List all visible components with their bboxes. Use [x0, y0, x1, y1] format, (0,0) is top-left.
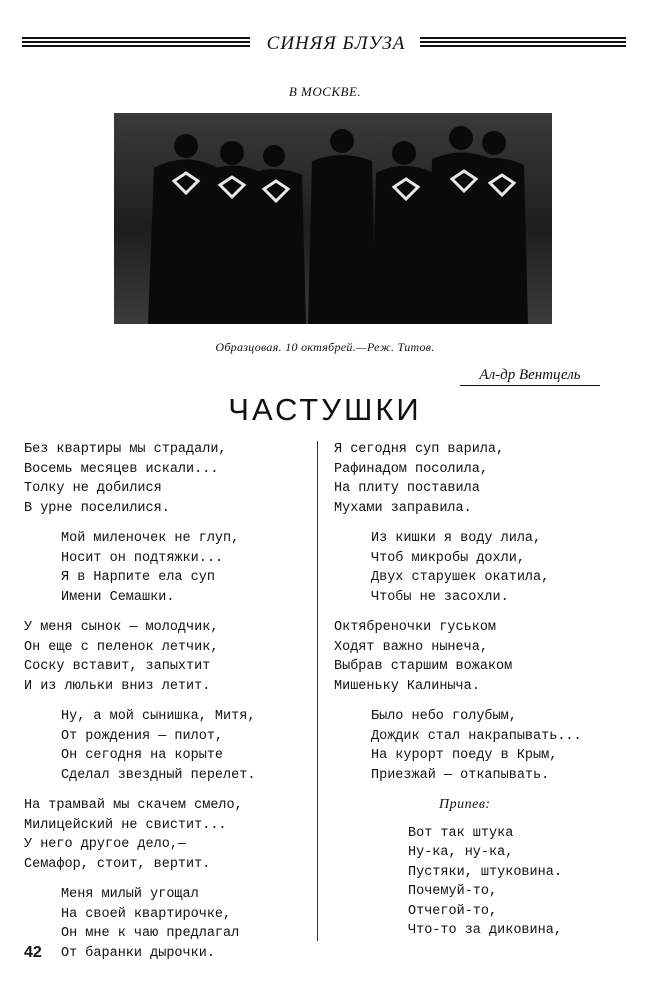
verse-line: У меня сынок — молодчик,	[24, 620, 219, 635]
verse-line: В урне поселилися.	[24, 500, 170, 516]
stanza	[334, 440, 634, 518]
poem-column-right	[334, 440, 634, 952]
group-photograph	[114, 113, 552, 324]
verse-line: Он еще с пеленок летчик,	[24, 639, 219, 655]
verse-line: От рождения — пилот,	[61, 728, 224, 744]
refrain-label: Припев:	[439, 797, 491, 812]
verse-line: Ну, а мой сынишка, Митя,	[61, 709, 256, 724]
refrain-stanza	[408, 824, 634, 941]
verse-line: Октябреночки гуськом	[334, 620, 497, 635]
column-divider	[317, 441, 318, 941]
verse-line: Я в Нарпите ела суп	[61, 570, 215, 585]
verse-line: На плиту поставила	[334, 481, 480, 496]
verse-line: Чтоб микробы дохли,	[371, 550, 525, 566]
header-rule-right	[420, 37, 626, 51]
journal-title: СИНЯЯ БЛУЗА	[266, 33, 406, 54]
photo-location-caption: В МОСКВЕ.	[288, 84, 362, 99]
stanza	[61, 885, 304, 963]
verse-line: Я сегодня суп варила,	[334, 442, 505, 457]
verse-line: Мухами заправила.	[334, 500, 472, 516]
refrain-line: Почемуй-то,	[408, 884, 498, 899]
header-rule-left	[22, 37, 250, 51]
verse-line: Восемь месяцев искали...	[24, 461, 219, 477]
poem-title: ЧАСТУШКИ	[228, 392, 422, 427]
refrain-line: Пустяки, штуковина.	[408, 864, 562, 880]
refrain-line: Что-то за диковина,	[408, 923, 562, 938]
verse-line: Сделал звездный перелет.	[61, 767, 256, 783]
refrain-line: Отчегой-то,	[408, 903, 498, 919]
verse-line: Ходят важно нынеча,	[334, 639, 488, 655]
verse-line: Из кишки я воду лила,	[371, 531, 542, 546]
refrain-line: Ну-ка, ну-ка,	[408, 845, 514, 860]
verse-line: Соску вставит, запыхтит	[24, 659, 211, 674]
stanza	[371, 529, 634, 607]
verse-line: Мишеньку Калиныча.	[334, 678, 480, 694]
refrain-line: Вот так штука	[408, 825, 514, 841]
verse-line: Меня милый угощал	[61, 887, 199, 902]
verse-line: Он мне к чаю предлагал	[61, 926, 240, 941]
verse-line: На курорт поеду в Крым,	[371, 748, 558, 763]
page-header	[22, 32, 626, 56]
verse-line: Чтобы не засохли.	[371, 589, 509, 605]
verse-line: Носит он подтяжки...	[61, 550, 224, 566]
verse-line: Дождик стал накрапывать...	[371, 728, 582, 744]
verse-line: Мой миленочек не глуп,	[61, 531, 240, 546]
stanza	[61, 529, 304, 607]
page-number: 42	[24, 944, 42, 961]
stanza	[61, 707, 304, 785]
verse-line: Он сегодня на корыте	[61, 748, 224, 763]
stanza	[24, 796, 304, 874]
verse-line: Приезжай — откапывать.	[371, 767, 550, 783]
stanza	[24, 618, 304, 696]
stanza	[24, 440, 304, 518]
verse-line: От баранки дырочки.	[61, 945, 215, 961]
verse-line: И из люльки вниз летит.	[24, 678, 211, 694]
verse-line: Толку не добилися	[24, 481, 162, 496]
verse-line: Имени Семашки.	[61, 589, 175, 605]
verse-line: Семафор, стоит, вертит.	[24, 856, 211, 872]
poem-column-left	[24, 440, 304, 974]
verse-line: Без квартиры мы страдали,	[24, 442, 227, 457]
verse-line: Выбрав старшим вожаком	[334, 659, 513, 674]
verse-line: Рафинадом посолила,	[334, 461, 488, 477]
stanza	[334, 618, 634, 696]
group-photo-image	[114, 113, 552, 324]
poem-author: Ал-др Вентцель	[460, 367, 600, 386]
verse-line: Двух старушек окатила,	[371, 570, 550, 585]
verse-line: Было небо голубым,	[371, 709, 517, 724]
stanza	[371, 707, 634, 785]
verse-line: На трамвай мы скачем смело,	[24, 798, 243, 813]
verse-line: У него другое дело,—	[24, 837, 187, 852]
verse-line: Милицейский не свистит...	[24, 817, 227, 833]
verse-line: На своей квартирочке,	[61, 906, 232, 922]
photo-caption: Образцовая. 10 октябрей.—Реж. Титов.	[215, 340, 435, 354]
